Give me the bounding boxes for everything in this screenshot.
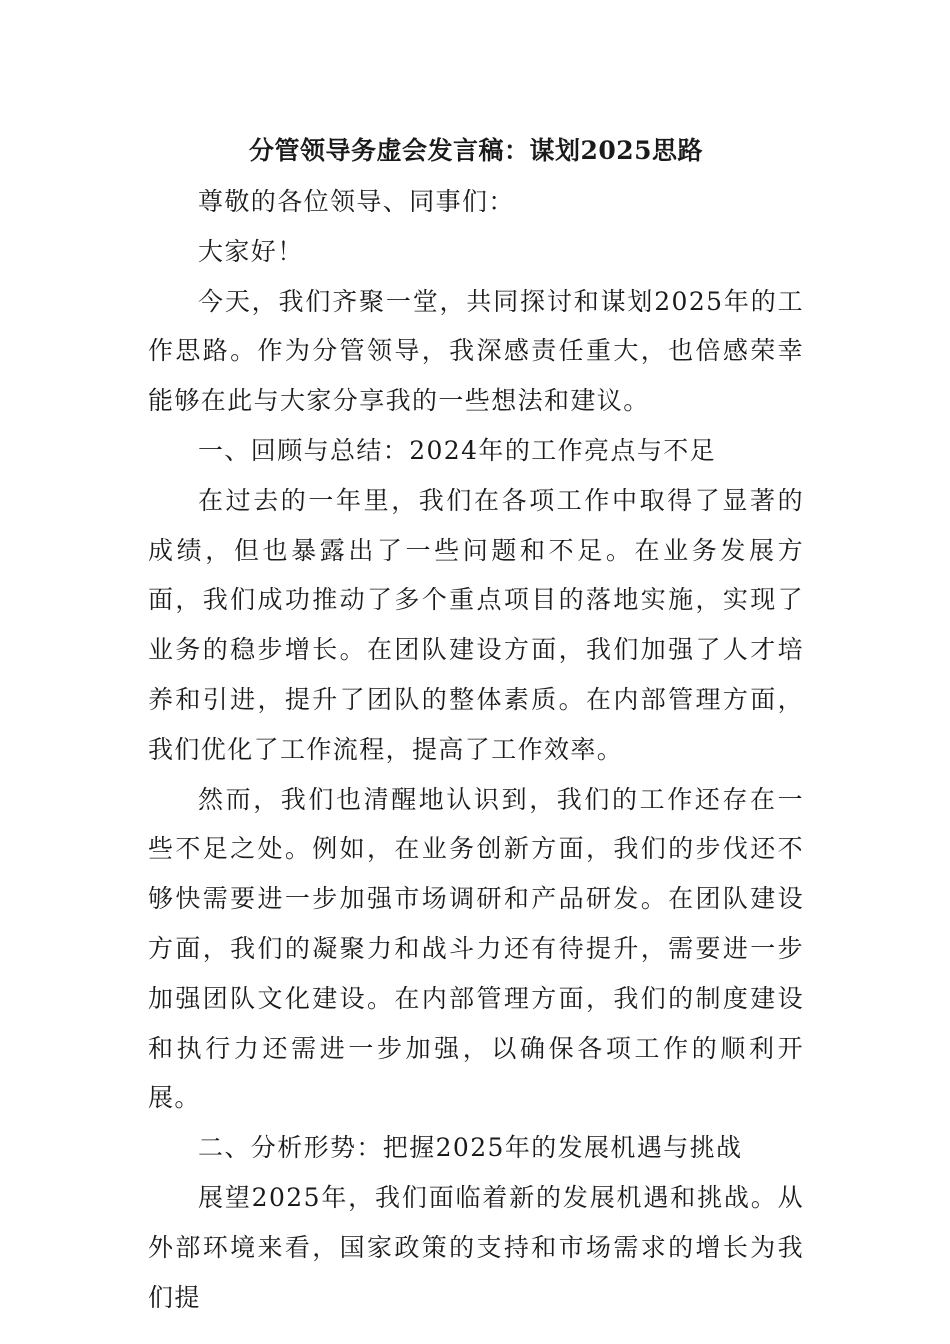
paragraph-achievements: 在过去的一年里，我们在各项工作中取得了显著的成绩，但也暴露出了一些问题和不足。在业务发展方面，我们成功推动了多个重点项目的落地实施，实现了业务的稳步增长。在团队建设方面，我们加强了人才培养和引进，提升了团队的整体素质。在内部管理方面，我们优化了工作流程，提高了工作效率。: [148, 485, 804, 764]
document-title: 分管领导务虚会发言稿：谋划2025思路: [248, 136, 704, 165]
greeting: 大家好！: [198, 236, 304, 266]
paragraph-intro: 今天，我们齐聚一堂，共同探讨和谋划2025年的工作思路。作为分管领导，我深感责任重大，也倍感荣幸能够在此与大家分享我的一些想法和建议。: [148, 286, 804, 416]
paragraph-outlook: 展望2025年，我们面临着新的发展机遇和挑战。从外部环境来看，国家政策的支持和市场需求的增长为我们提: [148, 1182, 804, 1312]
salutation: 尊敬的各位领导、同事们：: [198, 187, 515, 216]
section-heading-1: 一、回顾与总结：2024年的工作亮点与不足: [198, 435, 717, 465]
paragraph-shortcomings: 然而，我们也清醒地认识到，我们的工作还存在一些不足之处。例如，在业务创新方面，我们的步伐还不够快需要进一步加强市场调研和产品研发。在团队建设方面，我们的凝聚力和战斗力还有待提升，需要进一步加强团队文化建设。在内部管理方面，我们的制度建设和执行力还需进一步加强，以确保各项工作的顺利开展。: [148, 784, 804, 1113]
document-page: [148, 128, 804, 1322]
document-body: [148, 177, 804, 1322]
section-heading-2: 二、分析形势：把握2025年的发展机遇与挑战: [198, 1133, 743, 1163]
